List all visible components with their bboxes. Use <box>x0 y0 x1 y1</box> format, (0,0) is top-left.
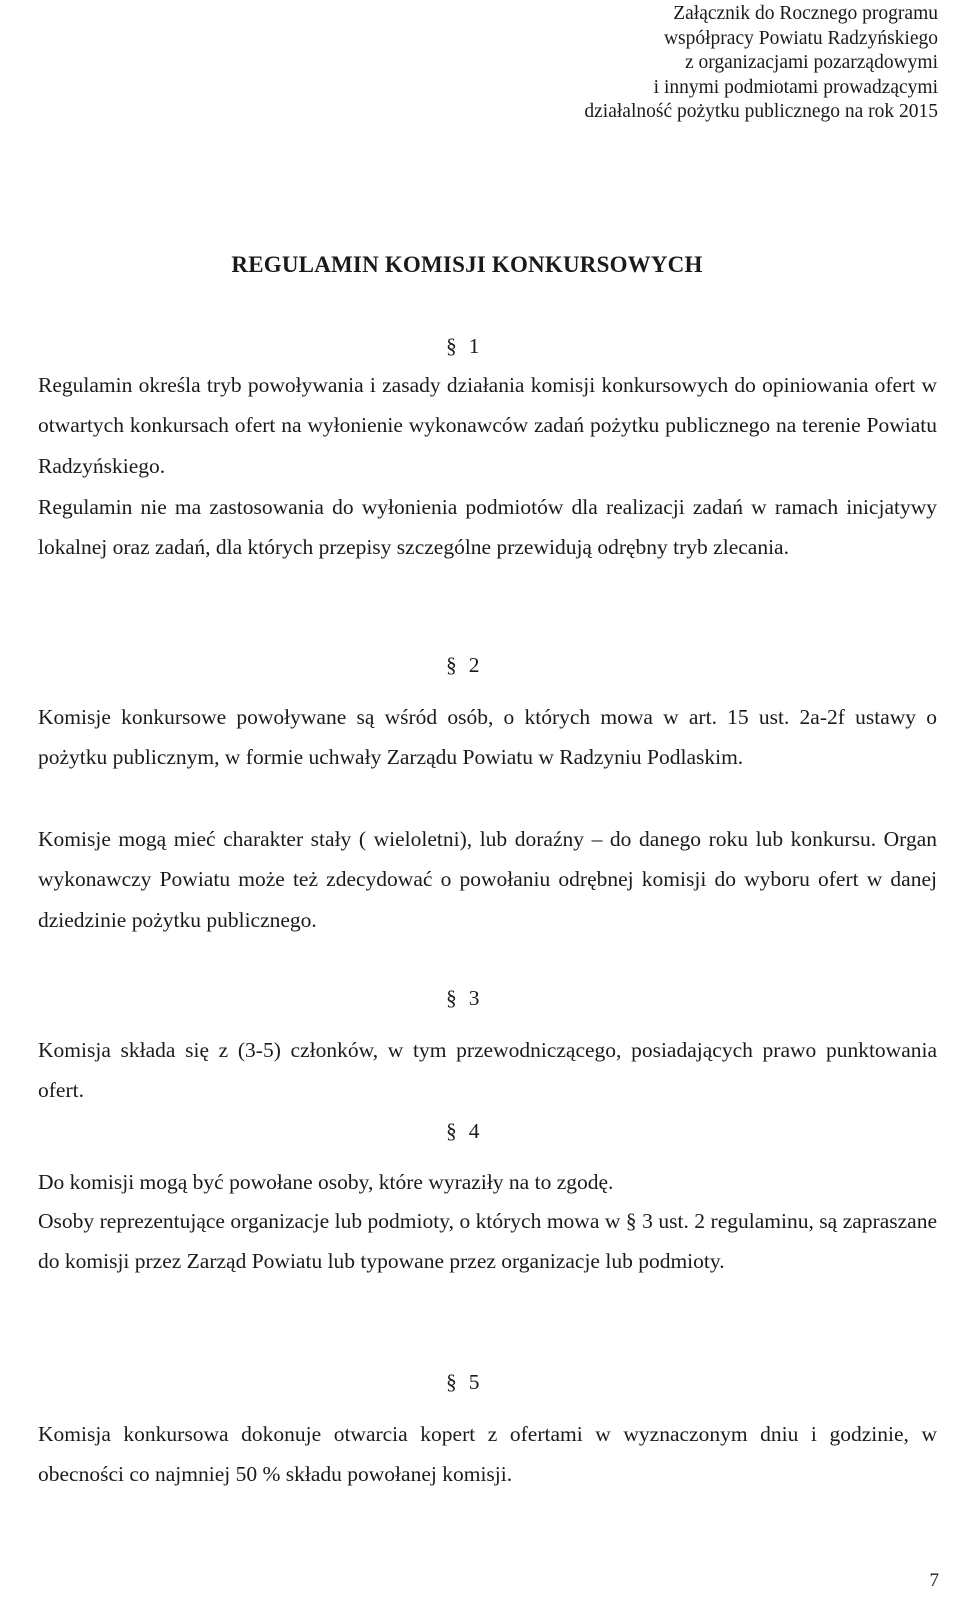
paragraph <box>10 487 937 568</box>
section-sign: § <box>446 1119 457 1143</box>
paragraph-number <box>10 697 38 737</box>
paragraph <box>10 365 937 486</box>
paragraph-number <box>10 1030 38 1070</box>
paragraph <box>10 819 937 940</box>
paragraph-number <box>10 819 38 859</box>
section-heading-3 <box>446 983 480 1013</box>
paragraph <box>10 1201 937 1282</box>
section-heading-1 <box>446 331 480 361</box>
paragraph-text: Komisje mogą mieć charakter stały ( wieloletni), lub doraźny – do danego roku lub konkursu. Organ wykonawczy Powiatu może też zdecydować o powołaniu odrębnej komisji do wyboru ofert w danej dziedzinie pożytku publicznego. <box>38 827 937 932</box>
section-sign: § <box>446 1370 457 1394</box>
paragraph-text: Komisje konkursowe powoływane są wśród osób, o których mowa w art. 15 ust. 2a-2f ustawy o pożytku publicznym, w formie uchwały Zarządu Powiatu w Radzyniu Podlaskim. <box>38 705 937 770</box>
section-heading-2 <box>446 650 480 680</box>
paragraph-text: Komisja konkursowa dokonuje otwarcia kopert z ofertami w wyznaczonym dniu i godzinie, w obecności co najmniej 50 % składu powołanej komisji. <box>38 1422 937 1487</box>
section-number: 3 <box>468 986 480 1010</box>
attachment-line: współpracy Powiatu Radzyńskiego <box>663 27 938 49</box>
section-sign: § <box>446 986 457 1010</box>
paragraph-text: Do komisji mogą być powołane osoby, które wyraziły na to zgodę. <box>38 1170 614 1194</box>
paragraph <box>10 1030 937 1111</box>
section-sign: § <box>446 334 457 358</box>
document-title: REGULAMIN KOMISJI KONKURSOWYCH <box>231 252 703 277</box>
paragraph-text: Osoby reprezentujące organizacje lub podmioty, o których mowa w § 3 ust. 2 regulaminu, są zapraszane do komisji przez Zarząd Powiatu lub typowane przez organizacje lub podmioty. <box>38 1209 937 1274</box>
paragraph-number <box>10 1201 38 1241</box>
paragraph <box>10 1162 937 1202</box>
paragraph <box>10 697 937 778</box>
page-number: 7 <box>929 1570 939 1591</box>
section-number: 4 <box>468 1119 480 1143</box>
section-sign: § <box>446 653 457 677</box>
attachment-line: Załącznik do Rocznego programu <box>673 3 938 24</box>
section-number: 1 <box>468 334 480 358</box>
paragraph <box>10 1414 937 1495</box>
paragraph-text: Komisja składa się z (3-5) członków, w tym przewodniczącego, posiadających prawo punktowania ofert. <box>38 1038 937 1103</box>
attachment-line: działalność pożytku publicznego na rok 2015 <box>584 101 938 122</box>
paragraph-number <box>10 1414 38 1454</box>
attachment-header <box>584 2 938 125</box>
attachment-line: z organizacjami pozarządowymi <box>684 52 938 73</box>
paragraph-text: Regulamin określa tryb powoływania i zasady działania komisji konkursowych do opiniowania ofert w otwartych konkursach ofert na wyłonienie wykonawców zadań pożytku publicznego na terenie Powiatu Radzyńskiego. <box>38 373 937 478</box>
paragraph-text: Regulamin nie ma zastosowania do wyłonienia podmiotów dla realizacji zadań w ramach inicjatywy lokalnej oraz zadań, dla których przepisy szczególne przewidują odrębny tryb zlecania. <box>38 495 937 560</box>
paragraph-number <box>10 1162 38 1202</box>
paragraph-number <box>10 365 38 405</box>
attachment-line: i innymi podmiotami prowadzącymi <box>653 76 938 98</box>
section-number: 2 <box>468 653 480 677</box>
paragraph-number <box>10 487 38 527</box>
section-number: 5 <box>468 1370 480 1394</box>
section-heading-4 <box>446 1116 480 1146</box>
section-heading-5 <box>446 1367 480 1397</box>
